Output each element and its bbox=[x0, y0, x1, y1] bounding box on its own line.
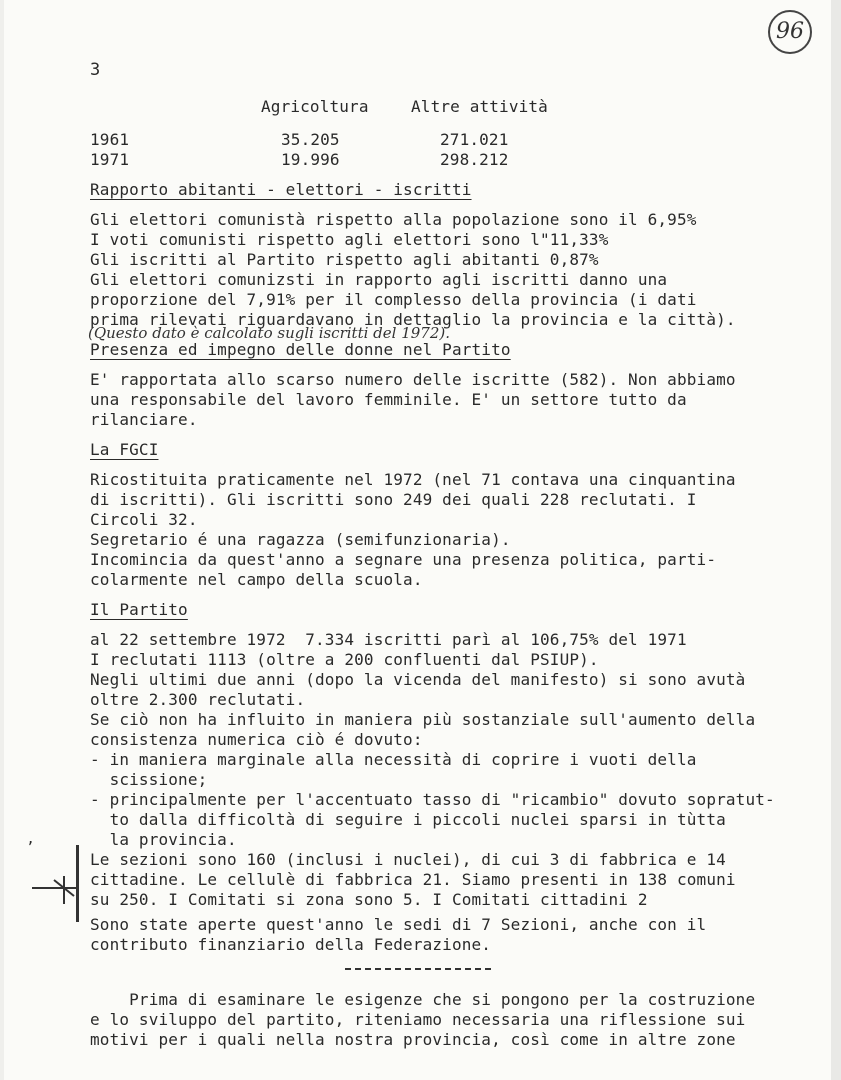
handwritten-note: (Questo dato è calcolato sugli iscritti del 1972). bbox=[88, 324, 451, 342]
text-line: rilanciare. bbox=[90, 410, 198, 429]
table-cell: 271.021 bbox=[440, 130, 509, 149]
list-item: to dalla difficoltà di seguire i piccoli nuclei sparsi in tùtta bbox=[90, 810, 726, 829]
text-line: Incomincia da quest'anno a segnare una presenza politica, parti- bbox=[90, 550, 717, 569]
text-line: Circoli 32. bbox=[90, 510, 198, 529]
text-line: una responsabile del lavoro femminile. E' un settore tutto da bbox=[90, 390, 687, 409]
list-item: - in maniera marginale alla necessità di coprire i vuoti della bbox=[90, 750, 697, 769]
list-item: scissione; bbox=[90, 770, 208, 789]
text-line: al 22 settembre 1972 7.334 iscritti parì al 106,75% del 1971 bbox=[90, 630, 687, 649]
text-line: Sono state aperte quest'anno le sedi di 7 Sezioni, anche con il bbox=[90, 915, 707, 934]
archive-stamp: 96 bbox=[768, 10, 812, 54]
margin-arrow-mark bbox=[30, 868, 78, 908]
text-line: I reclutati 1113 (oltre a 200 confluenti dal PSIUP). bbox=[90, 650, 599, 669]
list-item: - principalmente per l'accentuato tasso di "ricambio" dovuto sopratut- bbox=[90, 790, 775, 809]
table-row-year: 1971 bbox=[90, 150, 130, 169]
section-heading-rapporto: Rapporto abitanti - elettori - iscritti bbox=[90, 180, 472, 199]
text-line: motivi per i quali nella nostra provincia, così come in altre zone bbox=[90, 1030, 736, 1049]
table-cell: 298.212 bbox=[440, 150, 509, 169]
text-line: Negli ultimi due anni (dopo la vicenda del manifesto) si sono avutà bbox=[90, 670, 746, 689]
text-line: proporzione del 7,91% per il complesso della provincia (i dati bbox=[90, 290, 697, 309]
section-heading-fgci: La FGCI bbox=[90, 440, 159, 459]
text-line: di iscritti). Gli iscritti sono 249 dei quali 228 reclutati. I bbox=[90, 490, 697, 509]
text-line: contributo finanziario della Federazione. bbox=[90, 935, 492, 954]
text-line: e lo sviluppo del partito, riteniamo necessaria una riflessione sui bbox=[90, 1010, 746, 1029]
text-line: E' rapportata allo scarso numero delle iscritte (582). Non abbiamo bbox=[90, 370, 736, 389]
table-cell: 35.205 bbox=[281, 130, 340, 149]
text-line: consistenza numerica ciò é dovuto: bbox=[90, 730, 423, 749]
page-edge-right bbox=[831, 0, 841, 1080]
text-line: Ricostituita praticamente nel 1972 (nel 71 contava una cinquantina bbox=[90, 470, 736, 489]
text-line: su 250. I Comitati si zona sono 5. I Comitati cittadini 2 bbox=[90, 890, 648, 909]
text-line: colarmente nel campo della scuola. bbox=[90, 570, 423, 589]
section-heading-donne: Presenza ed impegno delle donne nel Partito bbox=[90, 340, 511, 359]
text-line: Gli elettori comunizsti in rapporto agli iscritti danno una bbox=[90, 270, 668, 289]
margin-tick-mark: ’ bbox=[26, 840, 35, 856]
text-line: Le sezioni sono 160 (inclusi i nuclei), di cui 3 di fabbrica e 14 bbox=[90, 850, 726, 869]
table-header-altre: Altre attività bbox=[411, 97, 548, 116]
section-heading-partito: Il Partito bbox=[90, 600, 188, 619]
text-line: Segretario é una ragazza (semifunzionaria). bbox=[90, 530, 511, 549]
table-row-year: 1961 bbox=[90, 130, 130, 149]
text-line: Gli iscritti al Partito rispetto agli abitanti 0,87% bbox=[90, 250, 599, 269]
text-line: Prima di esaminare le esigenze che si pongono per la costruzione bbox=[90, 990, 756, 1009]
page-number: 3 bbox=[90, 60, 101, 80]
text-line: Se ciò non ha influito in maniera più sostanziale sull'aumento della bbox=[90, 710, 756, 729]
text-line: prima rilevati riguardavano in dettaglio la provincia e la città). bbox=[90, 310, 736, 329]
text-line: I voti comunisti rispetto agli elettori sono l"11,33% bbox=[90, 230, 609, 249]
table-header-agricoltura: Agricoltura bbox=[261, 97, 369, 116]
section-separator bbox=[345, 968, 491, 970]
list-item: la provincia. bbox=[90, 830, 237, 849]
page-edge-left bbox=[0, 0, 4, 1080]
table-cell: 19.996 bbox=[281, 150, 340, 169]
text-line: cittadine. Le cellulè di fabbrica 21. Siamo presenti in 138 comuni bbox=[90, 870, 736, 889]
text-line: oltre 2.300 reclutati. bbox=[90, 690, 306, 709]
text-line: Gli elettori comunistà rispetto alla popolazione sono il 6,95% bbox=[90, 210, 697, 229]
